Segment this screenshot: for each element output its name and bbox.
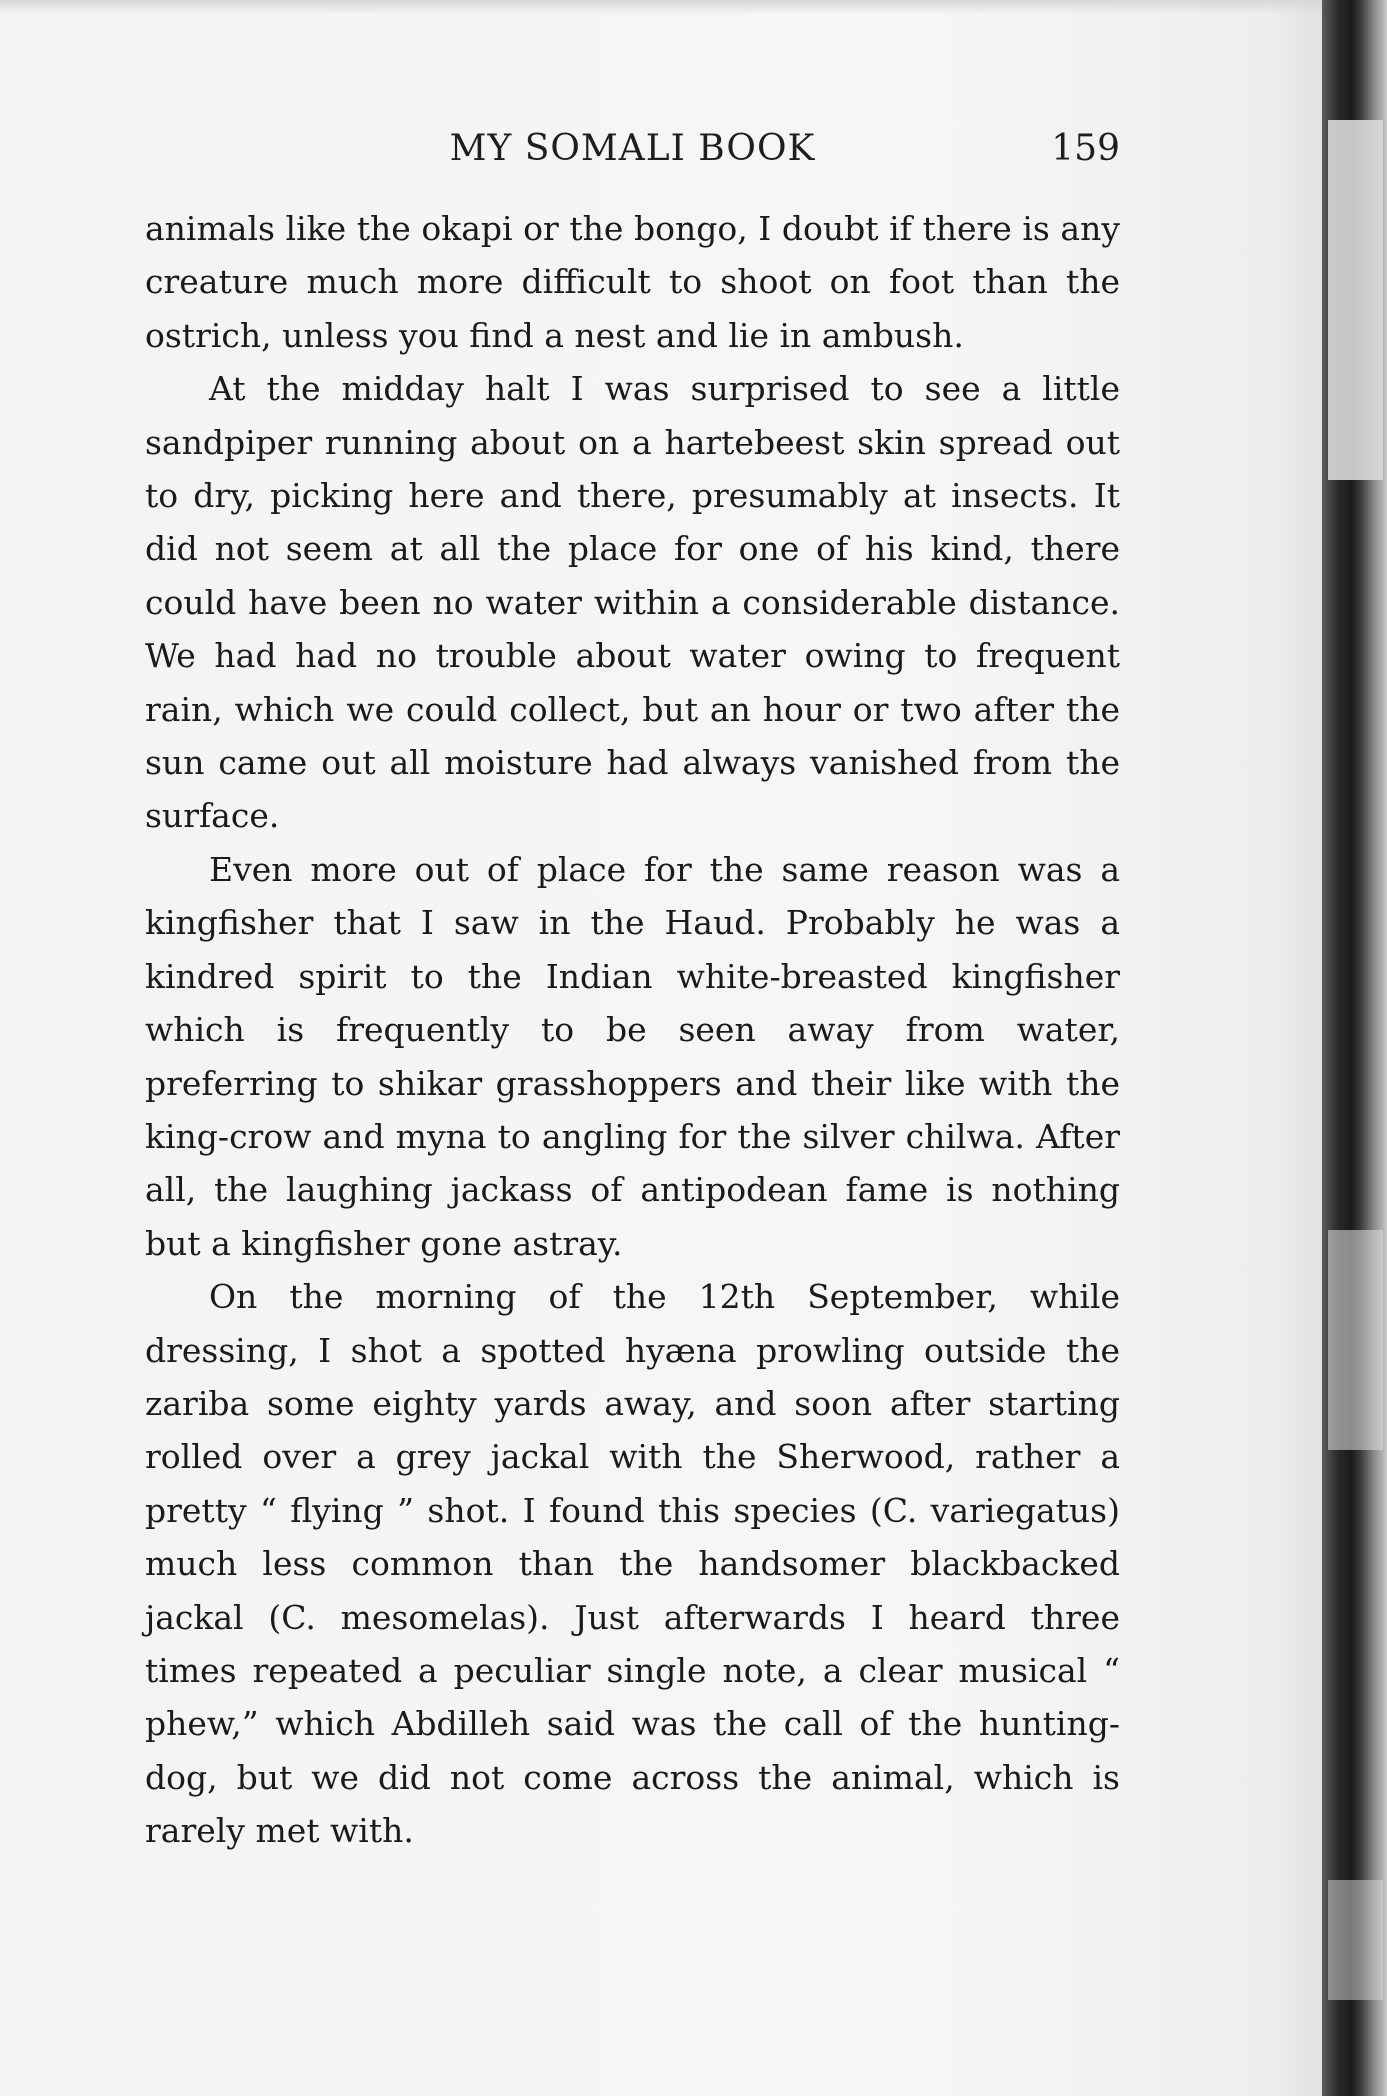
running-title: MY SOMALI BOOK — [449, 128, 816, 169]
paragraph-kingfisher: Even more out of place for the same reason was a kingfisher that I saw in the Haud. Probably he was a kindred spirit to the Indian white-breasted kingfisher which is frequently to be seen away from water, preferring to shikar grasshoppers and their like with the king-crow and myna to angling for the silver chilwa. After all, the laughing jackass of antipodean fame is nothing but a kingfisher gone astray. — [145, 849, 1120, 1263]
paragraph-sandpiper: At the midday halt I was surprised to see a little sandpiper running about on a hartebeest skin spread out to dry, picking here and there, presumably at insects. It did not seem at all the place for one of his kind, there could have been no water within a considerable distance. We had had no trouble about water owing to frequent rain, which we could collect, but an hour or two after the sun came out all moisture had always vanished from the surface. — [145, 369, 1120, 836]
paragraph-continued: animals like the okapi or the bongo, I doubt if there is any creature much more difficult to shoot on foot than the ostrich, unless you find a nest and lie in ambush. — [145, 209, 1120, 355]
paragraph-hyaena-jackal: On the morning of the 12th September, while dressing, I shot a spotted hyæna prowling outside the zariba some eighty yards away, and soon after starting rolled over a grey jackal with the Sherwood, rather a pretty “ flying ” shot. I found this species (C. variegatus) much less common than the handsomer blackbacked jackal (C. mesomelas). Just afterwards I heard three times repeated a peculiar single note, a clear musical “ phew,” which Abdilleh said was the call of the hunting-dog, but we did not come across the animal, which is rarely met with. — [145, 1277, 1120, 1851]
page-top-shadow — [0, 0, 1322, 14]
running-header — [145, 128, 1120, 178]
page-number: 159 — [1051, 128, 1120, 169]
edge-highlight — [1328, 1880, 1383, 2000]
edge-highlight — [1328, 1230, 1383, 1450]
edge-highlight — [1328, 120, 1383, 480]
book-edge — [1322, 0, 1387, 2096]
body-text — [145, 202, 1120, 1858]
